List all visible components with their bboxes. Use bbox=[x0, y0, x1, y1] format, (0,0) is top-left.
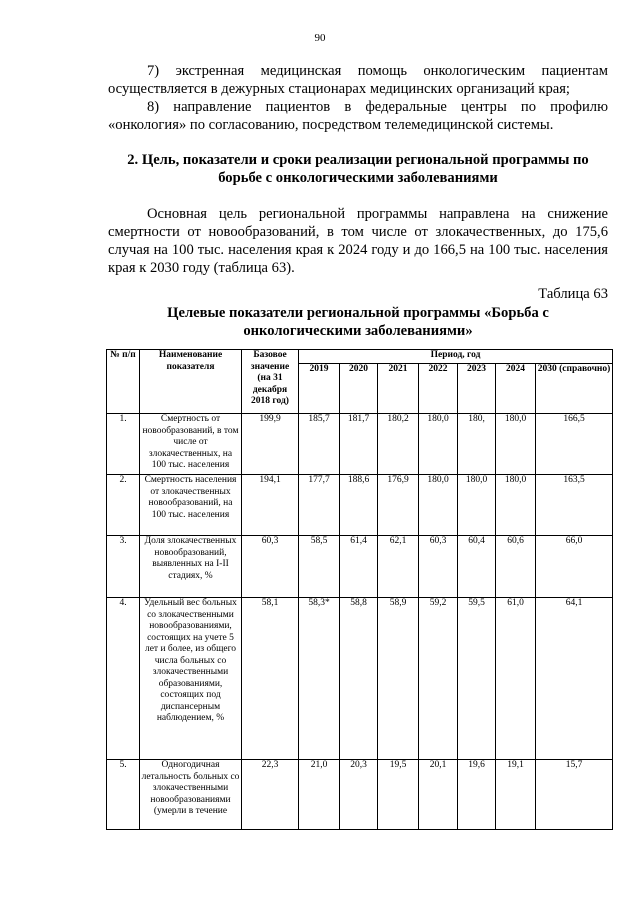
table-title: Целевые показатели региональной программы «Борьба с онкологическими заболеваниями» bbox=[167, 305, 549, 339]
year-value: 60,4 bbox=[458, 536, 496, 598]
year-value: 58,9 bbox=[378, 598, 419, 760]
year-value: 64,1 bbox=[536, 598, 613, 760]
year-value: 20,3 bbox=[340, 760, 378, 830]
year-value: 19,6 bbox=[458, 760, 496, 830]
page-number: 90 bbox=[314, 32, 326, 44]
row-num: 4. bbox=[107, 598, 140, 760]
base-value: 194,1 bbox=[242, 475, 299, 536]
year-value: 188,6 bbox=[340, 475, 378, 536]
year-value: 19,1 bbox=[496, 760, 536, 830]
row-num: 2. bbox=[107, 475, 140, 536]
indicator-name: Одногодичная летальность больных со злокачественными новообразованиями (умерли в течение bbox=[140, 760, 242, 830]
header-year: 2022 bbox=[419, 364, 458, 414]
table-row bbox=[107, 536, 613, 598]
indicator-name: Смертность от новообразований, в том числе от злокачественных, на 100 тыс. населения bbox=[140, 414, 242, 475]
header-num: № п/п bbox=[107, 350, 140, 414]
year-value: 180,2 bbox=[378, 414, 419, 475]
header-name: Наименование показателя bbox=[140, 350, 242, 414]
year-value: 59,5 bbox=[458, 598, 496, 760]
year-value: 180, bbox=[458, 414, 496, 475]
table-row bbox=[107, 475, 613, 536]
indicator-name: Доля злокачественных новообразований, выявленных на I-II стадиях, % bbox=[140, 536, 242, 598]
section-title: 2. Цель, показатели и сроки реализации региональной программы по борьбе с онкологическими заболеваниями bbox=[127, 152, 589, 186]
header-year: 2023 bbox=[458, 364, 496, 414]
header-period: Период, год bbox=[299, 350, 613, 364]
year-value: 181,7 bbox=[340, 414, 378, 475]
indicator-name: Смертность населения от злокачественных новообразований, на 100 тыс. населения bbox=[140, 475, 242, 536]
header-year: 2019 bbox=[299, 364, 340, 414]
year-value: 58,8 bbox=[340, 598, 378, 760]
header-year: 2030 (справочно) bbox=[536, 364, 613, 414]
row-num: 1. bbox=[107, 414, 140, 475]
year-value: 163,5 bbox=[536, 475, 613, 536]
year-value: 19,5 bbox=[378, 760, 419, 830]
year-value: 15,7 bbox=[536, 760, 613, 830]
table-row bbox=[107, 598, 613, 760]
paragraph-goal: Основная цель региональной программы направлена на снижение смертности от новообразований, в том числе от злокачественных, до 175,6 случая на 100 тыс. населения края к 2024 году и до 166,5 на 100 тыс. населения края к 2030 году (таблица 63). bbox=[108, 206, 608, 276]
year-value: 60,3 bbox=[419, 536, 458, 598]
row-num: 5. bbox=[107, 760, 140, 830]
year-value: 20,1 bbox=[419, 760, 458, 830]
year-value: 177,7 bbox=[299, 475, 340, 536]
table-label: Таблица 63 bbox=[538, 286, 608, 302]
year-value: 62,1 bbox=[378, 536, 419, 598]
base-value: 199,9 bbox=[242, 414, 299, 475]
base-value: 58,1 bbox=[242, 598, 299, 760]
indicator-name: Удельный вес больных со злокачественными новообразованиями, состоящих на учете 5 лет и более, из общего числа больных со злокачественными образованиями, состоящих под диспансерным наблюдением, % bbox=[140, 598, 242, 760]
year-value: 61,0 bbox=[496, 598, 536, 760]
year-value: 166,5 bbox=[536, 414, 613, 475]
year-value: 21,0 bbox=[299, 760, 340, 830]
paragraph-item-7: 7) экстренная медицинская помощь онкологическим пациентам осуществляется в дежурных стационарах медицинских организаций края; bbox=[108, 63, 608, 97]
year-value: 185,7 bbox=[299, 414, 340, 475]
table-row bbox=[107, 414, 613, 475]
year-value: 180,0 bbox=[419, 475, 458, 536]
year-value: 58,3* bbox=[299, 598, 340, 760]
year-value: 180,0 bbox=[496, 414, 536, 475]
indicators-table bbox=[106, 349, 613, 830]
table-row bbox=[107, 760, 613, 830]
year-value: 66,0 bbox=[536, 536, 613, 598]
paragraph-item-8: 8) направление пациентов в федеральные центры по профилю «онкология» по согласованию, посредством телемедицинской системы. bbox=[108, 99, 608, 133]
header-year: 2020 bbox=[340, 364, 378, 414]
year-value: 176,9 bbox=[378, 475, 419, 536]
year-value: 58,5 bbox=[299, 536, 340, 598]
header-year: 2024 bbox=[496, 364, 536, 414]
base-value: 60,3 bbox=[242, 536, 299, 598]
year-value: 180,0 bbox=[496, 475, 536, 536]
year-value: 59,2 bbox=[419, 598, 458, 760]
row-num: 3. bbox=[107, 536, 140, 598]
base-value: 22,3 bbox=[242, 760, 299, 830]
header-year: 2021 bbox=[378, 364, 419, 414]
year-value: 61,4 bbox=[340, 536, 378, 598]
year-value: 60,6 bbox=[496, 536, 536, 598]
year-value: 180,0 bbox=[458, 475, 496, 536]
header-base: Базовое значение (на 31 декабря 2018 год) bbox=[242, 350, 299, 414]
year-value: 180,0 bbox=[419, 414, 458, 475]
